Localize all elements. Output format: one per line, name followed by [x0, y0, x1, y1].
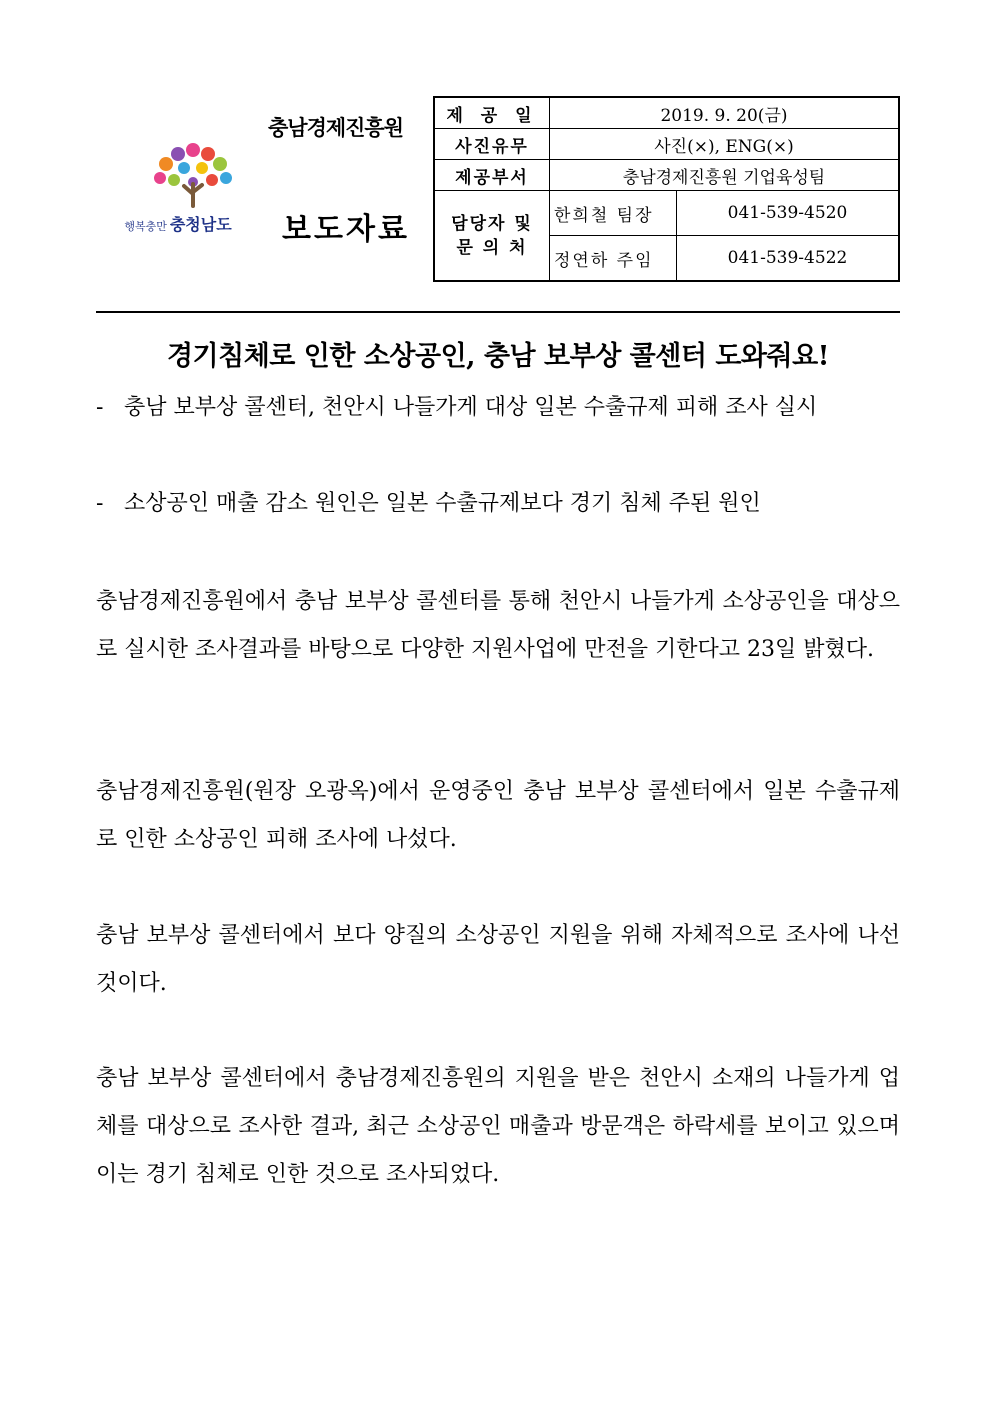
- date-value: 2019. 9. 20(금): [550, 97, 900, 129]
- organization-name: 충남경제진흥원: [268, 115, 404, 140]
- contact-name: 정연하 주임: [550, 236, 677, 282]
- logo-slogan-small: 행복충만: [124, 220, 167, 233]
- dept-row: [434, 160, 899, 191]
- press-info-table: [433, 96, 900, 282]
- body-paragraph: 충남경제진흥원에서 충남 보부상 콜센터를 통해 천안시 나들가게 소상공인을 대상으로 실시한 조사결과를 바탕으로 다양한 지원사업에 만전을 기한다고 23일 밝혔다.: [96, 589, 900, 662]
- date-label: 제 공 일: [434, 97, 550, 129]
- chungnam-logo: [108, 140, 248, 240]
- logo-slogan: [108, 212, 248, 235]
- logo-slogan-big: 충청남도: [169, 215, 232, 234]
- subhead-dash: -: [96, 491, 104, 516]
- contact-phone: 041-539-4520: [677, 191, 900, 236]
- contact-label-line2: 문 의 처: [456, 237, 528, 258]
- body-paragraph: 충남경제진흥원(원장 오광옥)에서 운영중인 충남 보부상 콜센터에서 일본 수출규제로 인한 소상공인 피해 조사에 나섰다.: [96, 779, 900, 852]
- photo-label: 사진유무: [434, 129, 550, 160]
- body-paragraph: 충남 보부상 콜센터에서 보다 양질의 소상공인 지원을 위해 자체적으로 조사에 나선 것이다.: [96, 923, 900, 996]
- contact-row-1: [434, 191, 899, 236]
- body-paragraph: 충남 보부상 콜센터에서 충남경제진흥원의 지원을 받은 천안시 소재의 나들가게 업체를 대상으로 조사한 결과, 최근 소상공인 매출과 방문객은 하락세를 보이고 있으며 이는 경기 침체로 인한 것으로 조사되었다.: [96, 1066, 900, 1187]
- contact-label-line1: 담당자 및: [451, 213, 533, 234]
- header-divider: [96, 311, 900, 313]
- date-row: [434, 97, 899, 129]
- contact-label: [434, 191, 550, 282]
- subhead-text: 소상공인 매출 감소 원인은 일본 수출규제보다 경기 침체 주된 원인: [124, 491, 761, 516]
- subhead-item: [96, 384, 900, 432]
- subhead-text: 충남 보부상 콜센터, 천안시 나들가게 대상 일본 수출규제 피해 조사 실시: [124, 395, 818, 420]
- contact-name: 한희철 팀장: [550, 191, 677, 236]
- dept-label: 제공부서: [434, 160, 550, 191]
- subhead-dash: -: [96, 395, 104, 420]
- headline: 경기침체로 인한 소상공인, 충남 보부상 콜센터 도와줘요!: [166, 341, 830, 372]
- tree-logo-icon: [148, 140, 238, 210]
- document-type: 보도자료: [282, 212, 410, 247]
- photo-row: [434, 129, 899, 160]
- contact-phone: 041-539-4522: [677, 236, 900, 282]
- photo-value: 사진(×), ENG(×): [550, 129, 900, 160]
- subhead-item: [96, 480, 900, 528]
- dept-value: 충남경제진흥원 기업육성팀: [550, 160, 900, 191]
